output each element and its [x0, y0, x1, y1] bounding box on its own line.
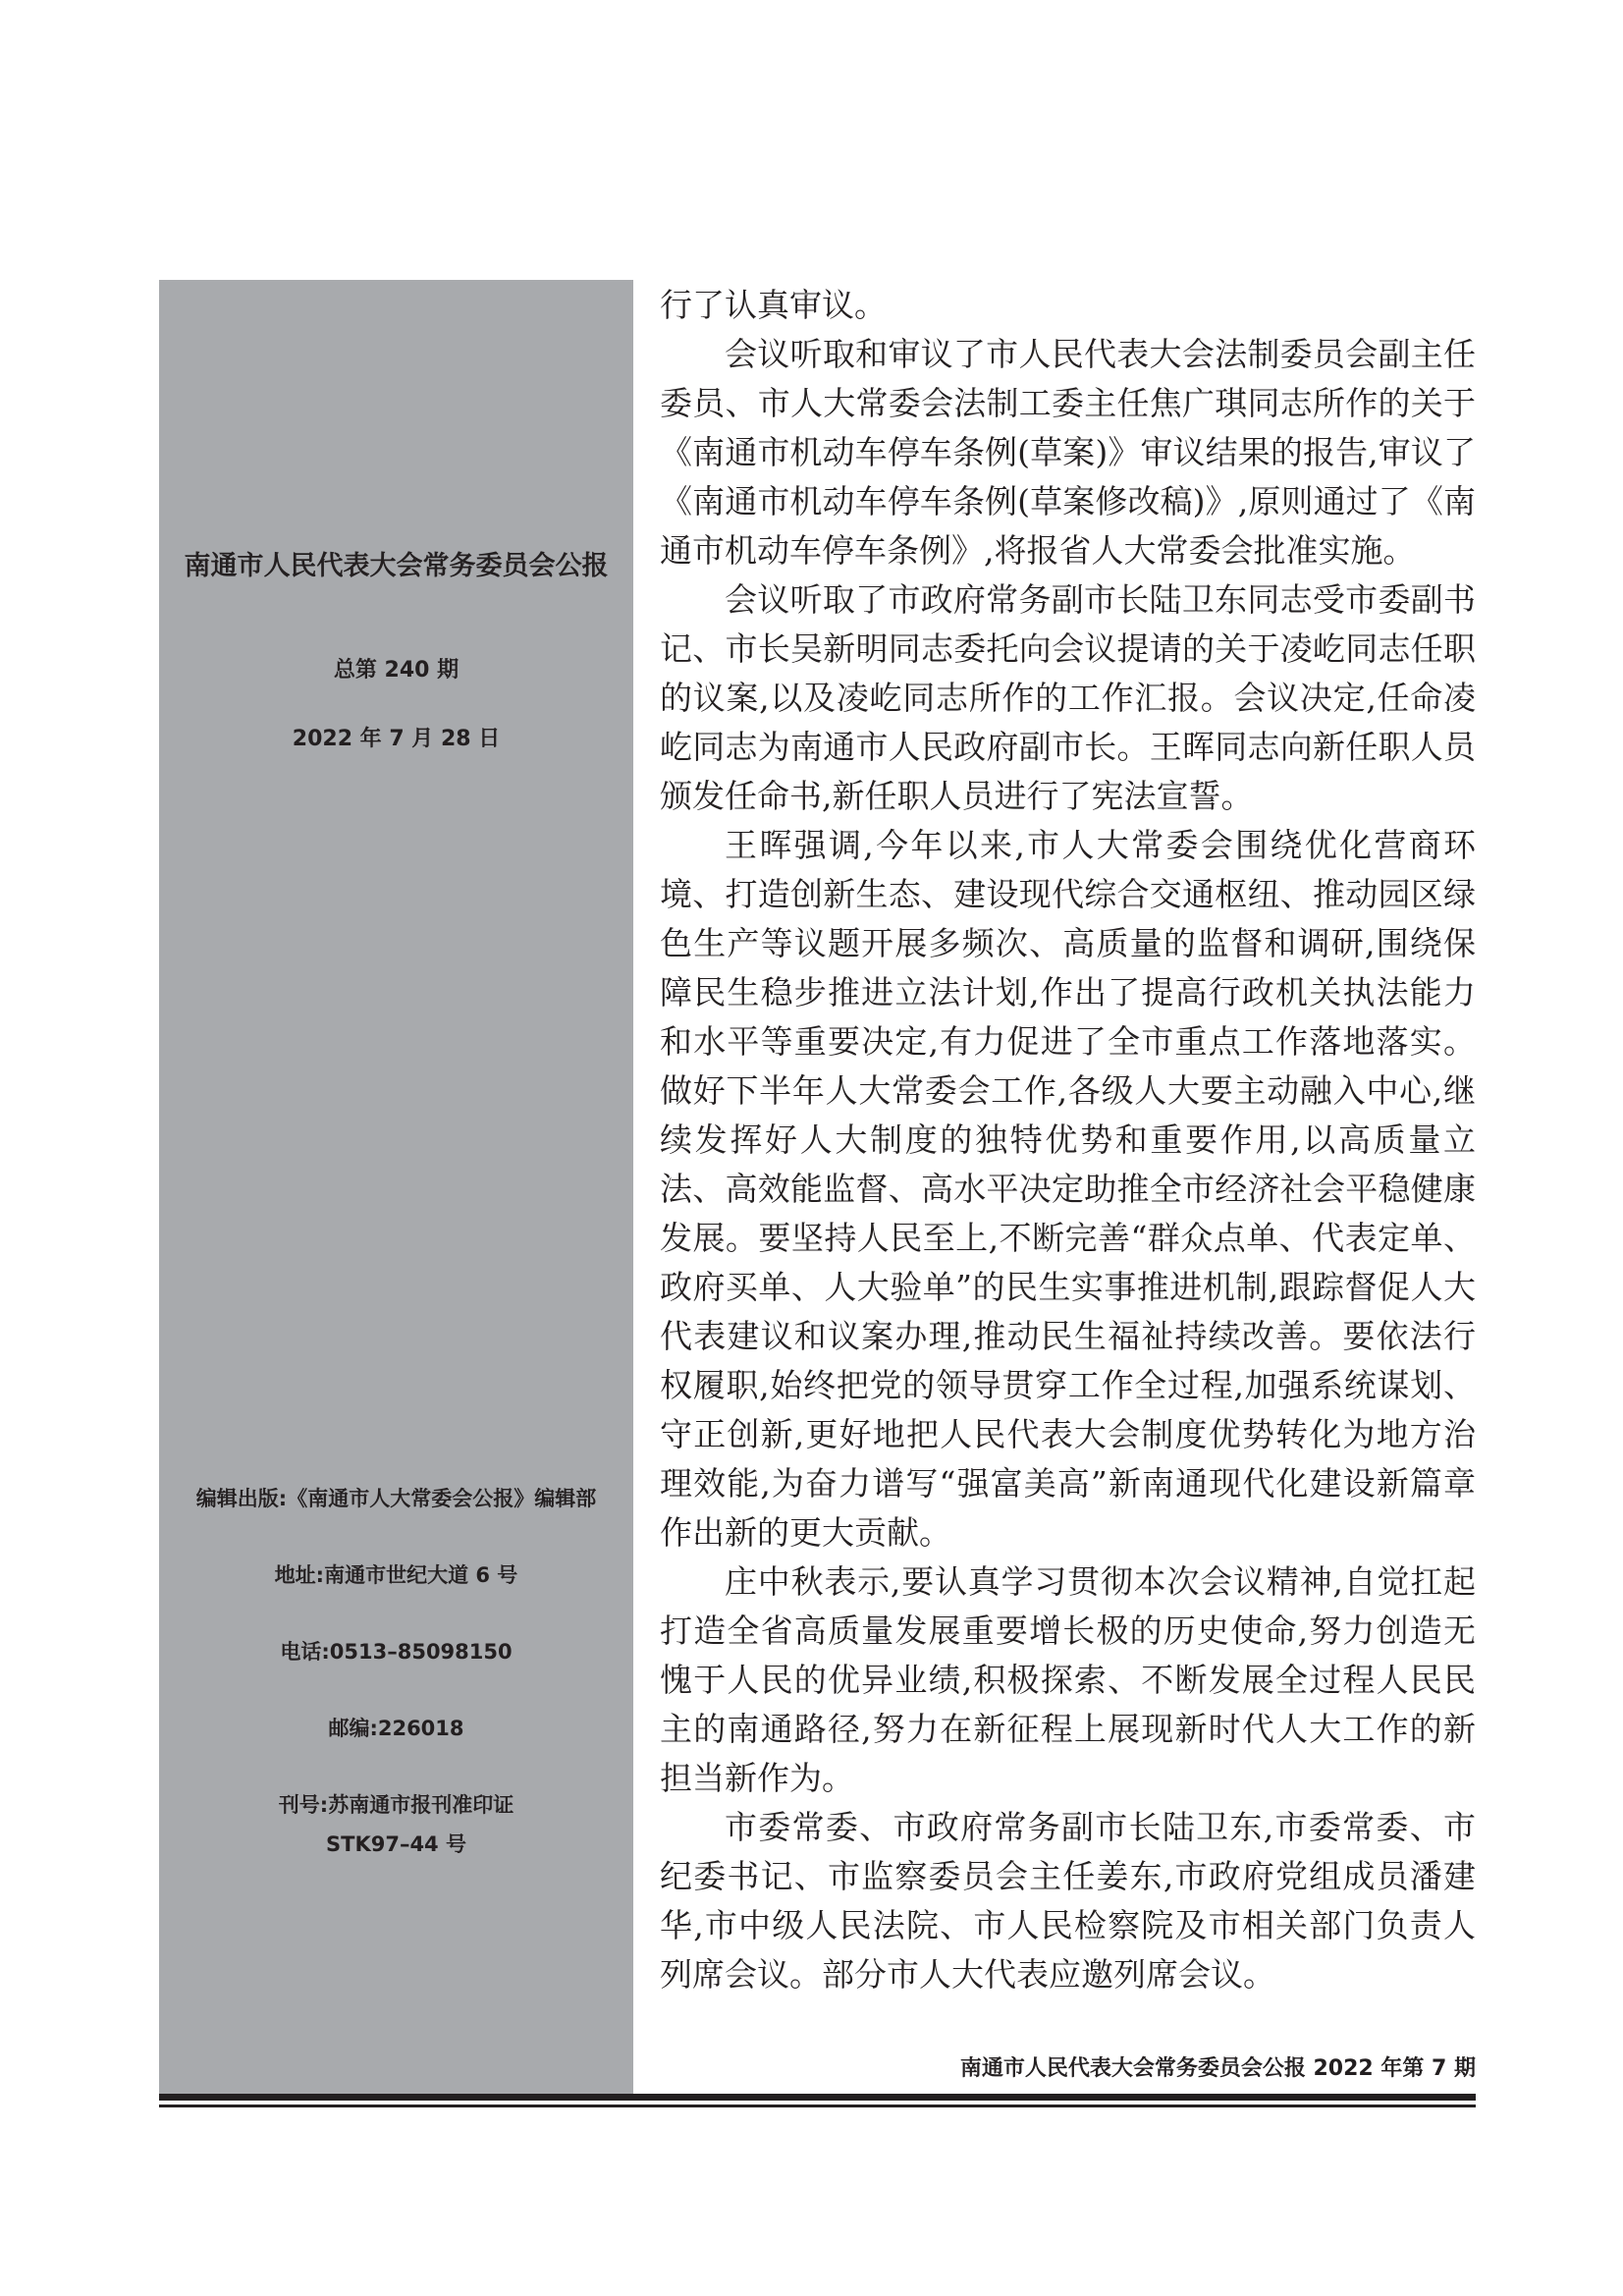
- masthead-sidebar: [159, 280, 633, 2094]
- address-line: 地址:南通市世纪大道 6 号: [274, 1563, 518, 1587]
- body-paragraph: 市委常委、市政府常务副市长陆卫东,市委常委、市纪委书记、市监察委员会主任姜东,市政府党组成员潘建华,市中级人民法院、市人民检察院及市相关部门负责人列席会议。部分市人大代表应邀列席会议。: [660, 1808, 1476, 1994]
- footer-rule-thick: [159, 2094, 1476, 2101]
- body-paragraph: 会议听取和审议了市人民代表大会法制委员会副主任委员、市人大常委会法制工委主任焦广琪同志所作的关于《南通市机动车停车条例(草案)》审议结果的报告,审议了《南通市机动车停车条例(草案修改稿)》,原则通过了《南通市机动车停车条例》,将报省人大常委会批准实施。: [660, 335, 1476, 570]
- bulletin-title: 南通市人民代表大会常务委员会公报: [184, 551, 609, 581]
- license-number-line: STK97–44 号: [326, 1832, 466, 1856]
- body-paragraph: 庄中秋表示,要认真学习贯彻本次会议精神,自觉扛起打造全省高质量发展重要增长极的历史使命,努力创造无愧于人民的优异业绩,积极探索、不断发展全过程人民民主的南通路径,努力在新征程上展现新时代人大工作的新担当新作为。: [660, 1562, 1476, 1797]
- footer-rule-thin: [159, 2105, 1476, 2107]
- publisher-line: 编辑出版:《南通市人大常委会公报》编辑部: [195, 1487, 597, 1510]
- issue-number: 总第 240 期: [333, 658, 460, 683]
- license-label-line: 刊号:苏南通市报刊准印证: [278, 1793, 514, 1817]
- phone-line: 电话:0513–85098150: [280, 1640, 513, 1664]
- issue-date: 2022 年 7 月 28 日: [292, 727, 501, 751]
- postcode-line: 邮编:226018: [328, 1717, 464, 1740]
- footer-running-title: 南通市人民代表大会常务委员会公报 2022 年第 7 期: [959, 2056, 1476, 2081]
- body-paragraph: 行了认真审议。: [660, 286, 887, 324]
- body-paragraph: 王晖强调,今年以来,市人大常委会围绕优化营商环境、打造创新生态、建设现代综合交通枢纽、推动园区绿色生产等议题开展多频次、高质量的监督和调研,围绕保障民生稳步推进立法计划,作出了提高行政机关执法能力和水平等重要决定,有力促进了全市重点工作落地落实。做好下半年人大常委会工作,各级人大要主动融入中心,继续发挥好人大制度的独特优势和重要作用,以高质量立法、高效能监督、高水平决定助推全市经济社会平稳健康发展。要坚持人民至上,不断完善“群众点单、代表定单、政府买单、人大验单”的民生实事推进机制,跟踪督促人大代表建议和议案办理,推动民生福祉持续改善。要依法行权履职,始终把党的领导贯穿工作全过程,加强系统谋划、守正创新,更好地把人民代表大会制度优势转化为地方治理效能,为奋力谱写“强富美高”新南通现代化建设新篇章作出新的更大贡献。: [660, 826, 1476, 1552]
- body-text: [660, 281, 1476, 1999]
- body-paragraph: 会议听取了市政府常务副市长陆卫东同志受市委副书记、市长吴新明同志委托向会议提请的关于凌屹同志任职的议案,以及凌屹同志所作的工作汇报。会议决定,任命凌屹同志为南通市人民政府副市长。王晖同志向新任职人员颁发任命书,新任职人员进行了宪法宣誓。: [660, 580, 1476, 815]
